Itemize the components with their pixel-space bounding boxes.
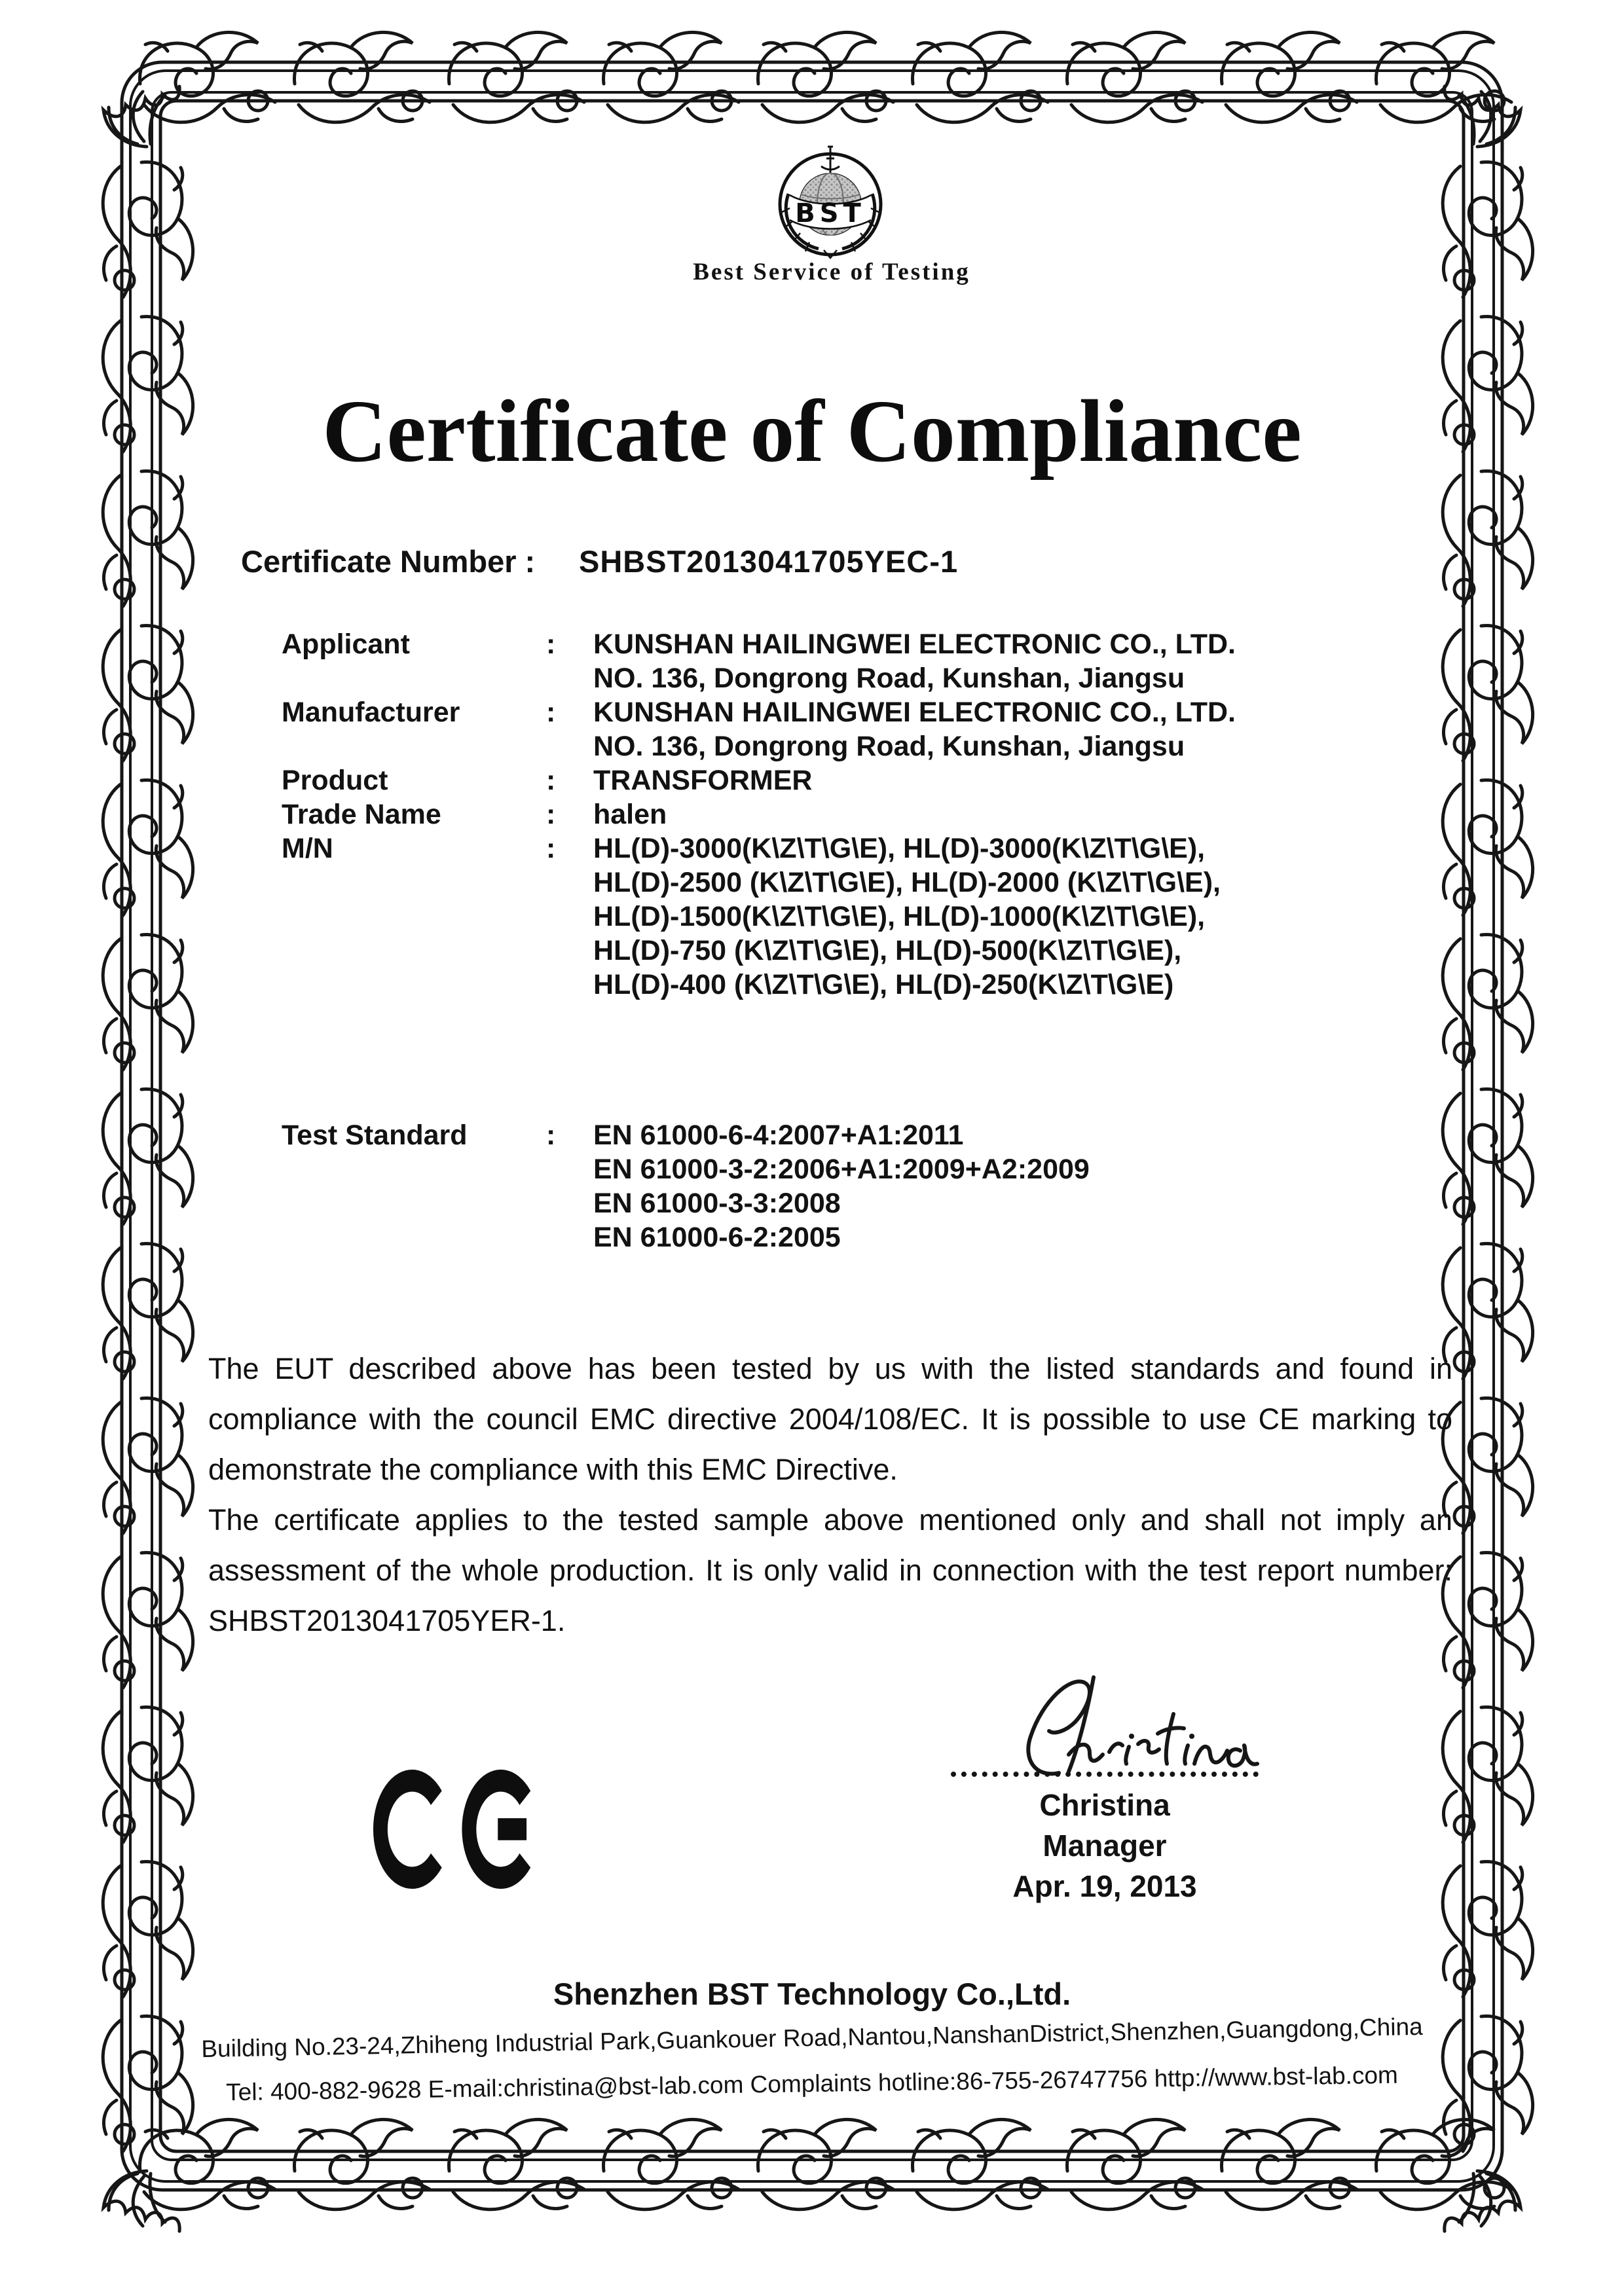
test-standard-line: EN 61000-3-2:2006+A1:2009+A2:2009 [593, 1154, 1090, 1185]
field-label: Product [282, 765, 388, 796]
field-label: M/N [282, 833, 333, 864]
field-value-line: KUNSHAN HAILINGWEI ELECTRONIC CO., LTD. [593, 697, 1236, 728]
field-label: Applicant [282, 629, 410, 660]
field-value-line: NO. 136, Dongrong Road, Kunshan, Jiangsu [593, 663, 1185, 694]
field-colon: : [546, 697, 556, 728]
logo-tagline: Best Service of Testing [693, 259, 970, 285]
field-value-line: HL(D)-3000(K\Z\T\G\E), HL(D)-3000(K\Z\T\G\E), [593, 833, 1206, 864]
field-value-line: NO. 136, Dongrong Road, Kunshan, Jiangsu [593, 731, 1185, 762]
field-value [593, 831, 1460, 1002]
field-row-applicant [282, 627, 1460, 695]
field-value [593, 695, 1460, 763]
signature-script-icon [957, 1668, 1265, 1783]
field-colon: : [546, 833, 556, 864]
certificate-number-value: SHBST2013041705YEC-1 [579, 544, 959, 579]
test-standard-section [282, 1118, 1460, 1254]
footer-company: Shenzhen BST Technology Co.,Ltd. [553, 1977, 1071, 2011]
ce-mark-icon [372, 1768, 541, 1891]
field-value-line: HL(D)-400 (K\Z\T\G\E), HL(D)-250(K\Z\T\G\E) [593, 969, 1174, 1000]
field-row-manufacturer [282, 695, 1460, 763]
field-value [593, 1118, 1460, 1254]
field-label: Manufacturer [282, 697, 460, 728]
test-standard-line: EN 61000-6-2:2005 [593, 1222, 841, 1253]
field-value [593, 627, 1460, 695]
footer-contact: Tel: 400-882-9628 E-mail:christina@bst-lab.com Complaints hotline:86-755-26747756 http://www.bst-lab.com [225, 2061, 1399, 2106]
signatory-title: Manager [1043, 1829, 1167, 1863]
page-title: Certificate of Compliance [322, 382, 1302, 481]
field-value-line: HL(D)-1500(K\Z\T\G\E), HL(D)-1000(K\Z\T\G\E), [593, 901, 1206, 932]
field-colon: : [546, 629, 556, 660]
field-label: Trade Name [282, 799, 441, 830]
footer-address: Building No.23-24,Zhiheng Industrial Park,Guankouer Road,Nantou,NanshanDistrict,Shenzhen,Guangdong,China [200, 2013, 1423, 2063]
logo-monogram: BST [795, 198, 866, 228]
certificate-fields [282, 627, 1460, 1002]
field-colon: : [546, 1120, 556, 1151]
field-value [593, 763, 1460, 797]
signature-dotted-line [951, 1772, 1259, 1777]
field-value [593, 797, 1460, 831]
field-colon: : [546, 799, 556, 830]
field-value-line: HL(D)-750 (K\Z\T\G\E), HL(D)-500(K\Z\T\G\E), [593, 935, 1182, 966]
body-paragraph-1: The EUT described above has been tested by us with the listed standards and found in compliance with the council EMC directive 2004/108/EC. It is possible to use CE marking to demonstrate the compliance with this EMC Directive. [208, 1352, 1452, 1486]
field-colon: : [546, 765, 556, 796]
field-row-product [282, 763, 1460, 797]
field-row-test-standard [282, 1118, 1460, 1254]
test-standard-line: EN 61000-3-3:2008 [593, 1188, 841, 1219]
signature-date: Apr. 19, 2013 [1012, 1869, 1197, 1903]
field-row-trade-name [282, 797, 1460, 831]
test-standard-line: EN 61000-6-4:2007+A1:2011 [593, 1120, 964, 1151]
field-label: Test Standard [282, 1120, 468, 1151]
field-row-model-number [282, 831, 1460, 1002]
certificate-number-label: Certificate Number : [241, 544, 536, 579]
signatory-name: Christina [1039, 1788, 1170, 1822]
field-value-line: HL(D)-2500 (K\Z\T\G\E), HL(D)-2000 (K\Z\T\G\E), [593, 867, 1221, 898]
bst-logo [764, 137, 897, 272]
body-paragraph-2: The certificate applies to the tested sample above mentioned only and shall not imply an assessment of the whole production. It is only valid in connection with the test report number: SHBST2013041705YER-1. [208, 1503, 1452, 1637]
field-value-line: TRANSFORMER [593, 765, 813, 796]
field-value-line: KUNSHAN HAILINGWEI ELECTRONIC CO., LTD. [593, 629, 1236, 660]
certificate-body [208, 1343, 1452, 1646]
field-value-line: halen [593, 799, 667, 830]
